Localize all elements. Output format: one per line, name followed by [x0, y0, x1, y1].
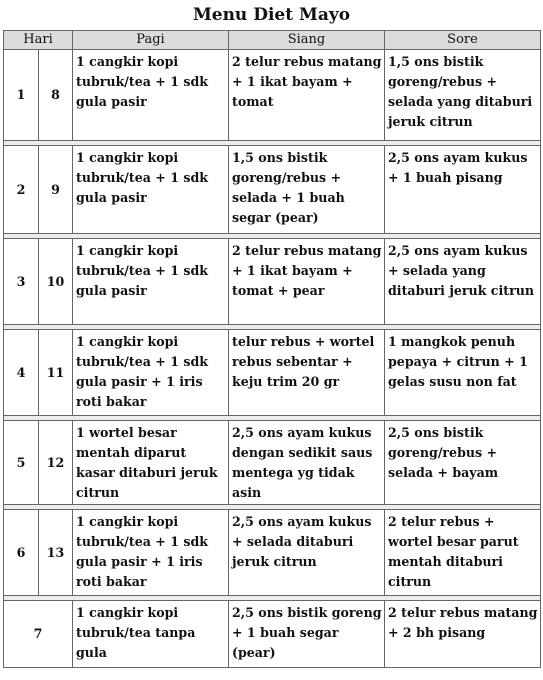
menu-pagi: 1 cangkir kopi tubruk/tea + 1 sdk gula pasir + 1 iris roti bakar: [73, 330, 229, 416]
day-number: 4: [4, 330, 39, 416]
menu-sore: 2 telur rebus + wortel besar parut mentah ditaburi citrun: [385, 510, 541, 596]
menu-siang: 2,5 ons bistik goreng + 1 buah segar (pear): [229, 601, 385, 668]
day-number: 6: [4, 510, 39, 596]
menu-siang: 2 telur rebus matang + 1 ikat bayam + tomat + pear: [229, 239, 385, 325]
day-number: 7: [4, 601, 73, 668]
table-row: [4, 601, 541, 668]
menu-siang: 1,5 ons bistik goreng/rebus + selada + 1 buah segar (pear): [229, 146, 385, 234]
column-header-pagi: Pagi: [73, 31, 229, 50]
menu-pagi: 1 wortel besar mentah diparut kasar ditaburi jeruk citrun: [73, 421, 229, 505]
table-row: [4, 421, 541, 505]
day-number: 1: [4, 50, 39, 141]
day-number: 3: [4, 239, 39, 325]
day-number: 9: [39, 146, 73, 234]
column-header-siang: Siang: [229, 31, 385, 50]
menu-sore: 2,5 ons ayam kukus + 1 buah pisang: [385, 146, 541, 234]
menu-siang: 2 telur rebus matang + 1 ikat bayam + tomat: [229, 50, 385, 141]
menu-sore: 2 telur rebus matang + 2 bh pisang: [385, 601, 541, 668]
table-header-row: [4, 31, 541, 50]
menu-pagi: 1 cangkir kopi tubruk/tea + 1 sdk gula pasir + 1 iris roti bakar: [73, 510, 229, 596]
menu-siang: telur rebus + wortel rebus sebentar + keju trim 20 gr: [229, 330, 385, 416]
menu-pagi: 1 cangkir kopi tubruk/tea tanpa gula: [73, 601, 229, 668]
day-number: 12: [39, 421, 73, 505]
table-row: [4, 510, 541, 596]
column-header-hari: Hari: [4, 31, 73, 50]
menu-sore: 2,5 ons ayam kukus + selada yang ditaburi jeruk citrun: [385, 239, 541, 325]
table-row: [4, 239, 541, 325]
page-title: Menu Diet Mayo: [192, 5, 351, 25]
menu-pagi: 1 cangkir kopi tubruk/tea + 1 sdk gula pasir: [73, 146, 229, 234]
menu-siang: 2,5 ons ayam kukus + selada ditaburi jeruk citrun: [229, 510, 385, 596]
day-number: 13: [39, 510, 73, 596]
day-number: 8: [39, 50, 73, 141]
table-row: [4, 50, 541, 141]
day-number: 2: [4, 146, 39, 234]
day-number: 10: [39, 239, 73, 325]
menu-siang: 2,5 ons ayam kukus dengan sedikit saus mentega yg tidak asin: [229, 421, 385, 505]
day-number: 11: [39, 330, 73, 416]
menu-sore: 1,5 ons bistik goreng/rebus + selada yang ditaburi jeruk citrun: [385, 50, 541, 141]
menu-sore: 1 mangkok penuh pepaya + citrun + 1 gelas susu non fat: [385, 330, 541, 416]
menu-sore: 2,5 ons bistik goreng/rebus + selada + bayam: [385, 421, 541, 505]
day-number: 5: [4, 421, 39, 505]
menu-pagi: 1 cangkir kopi tubruk/tea + 1 sdk gula pasir: [73, 50, 229, 141]
diet-menu-table: [3, 30, 541, 668]
table-row: [4, 146, 541, 234]
menu-pagi: 1 cangkir kopi tubruk/tea + 1 sdk gula pasir: [73, 239, 229, 325]
column-header-sore: Sore: [385, 31, 541, 50]
table-row: [4, 330, 541, 416]
